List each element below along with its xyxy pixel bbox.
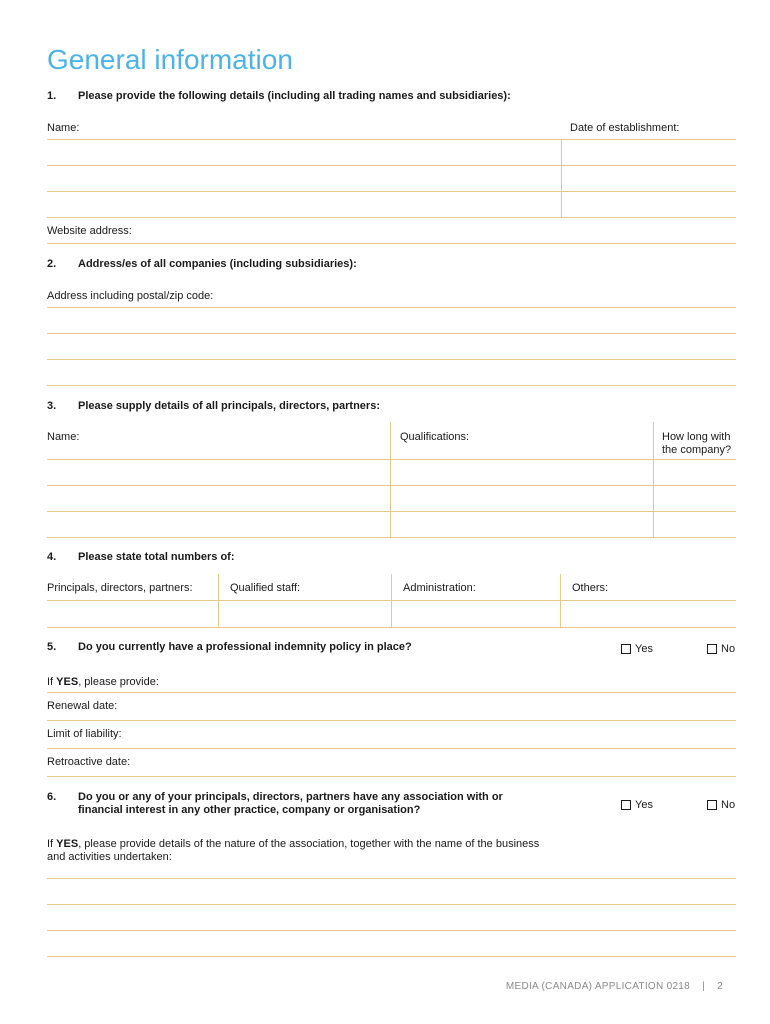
checkbox-label: Yes — [635, 643, 653, 655]
how-long-field[interactable] — [654, 460, 736, 536]
footer-document-name: MEDIA (CANADA) APPLICATION 0218 — [505, 981, 691, 992]
question-text: Please state total numbers of: — [78, 551, 235, 563]
q5-no-checkbox[interactable] — [707, 643, 735, 655]
divider — [47, 243, 736, 244]
divider — [47, 956, 736, 957]
divider — [47, 627, 736, 628]
question-text: Please provide the following details (including all trading names and subsidiaries): — [78, 90, 511, 102]
divider — [47, 537, 736, 538]
renewal-date-field[interactable] — [125, 696, 736, 719]
divider — [47, 720, 736, 721]
address-label: Address including postal/zip code: — [47, 290, 214, 302]
qualified-staff-field[interactable] — [219, 601, 390, 626]
others-field[interactable] — [561, 601, 736, 626]
qualifications-label: Qualifications: — [400, 431, 470, 443]
question-6 — [0, 791, 600, 821]
divider — [47, 692, 736, 693]
address-field[interactable] — [47, 308, 736, 384]
question-number: 5. — [47, 641, 57, 653]
question-number: 6. — [47, 791, 57, 803]
question-number: 1. — [47, 90, 57, 102]
question-text: Address/es of all companies (including subsidiaries): — [78, 258, 357, 270]
name-label: Name: — [47, 122, 80, 134]
question-number: 4. — [47, 551, 57, 563]
principals-count-field[interactable] — [47, 601, 217, 626]
website-field[interactable] — [140, 221, 736, 242]
instruction-line — [47, 838, 667, 851]
footer-page-number: 2 — [717, 981, 723, 992]
renewal-date-label: Renewal date: — [47, 700, 118, 712]
administration-field[interactable] — [392, 601, 559, 626]
instruction-text: , please provide details of the nature of the association, together with the name of the business — [78, 838, 540, 850]
divider — [47, 776, 736, 777]
footer-separator: | — [702, 981, 706, 992]
checkbox-label: No — [721, 799, 736, 811]
question-text: Do you currently have a professional indemnity policy in place? — [78, 641, 412, 653]
page-title: General information — [47, 44, 293, 75]
q6-no-checkbox[interactable] — [707, 799, 735, 811]
q6-yes-checkbox[interactable] — [621, 799, 653, 811]
company-name-field[interactable] — [47, 140, 560, 216]
question-number: 3. — [47, 400, 57, 412]
administration-label: Administration: — [403, 582, 476, 594]
principals-count-label: Principals, directors, partners: — [47, 582, 193, 594]
divider — [47, 385, 736, 386]
instruction-emphasis: YES — [56, 676, 79, 688]
website-label: Website address: — [47, 225, 132, 237]
date-of-establishment-label: Date of establishment: — [570, 122, 680, 134]
checkbox-icon — [707, 644, 717, 654]
question-number: 2. — [47, 258, 57, 270]
principal-name-field[interactable] — [47, 460, 389, 536]
instruction-emphasis: YES — [56, 838, 79, 850]
limit-of-liability-label: Limit of liability: — [47, 728, 122, 740]
others-label: Others: — [572, 582, 609, 594]
checkbox-label: No — [721, 643, 736, 655]
qualifications-field[interactable] — [391, 460, 652, 536]
divider — [47, 217, 736, 218]
qualified-staff-label: Qualified staff: — [230, 582, 301, 594]
checkbox-icon — [707, 800, 717, 810]
question-text: Please supply details of all principals, directors, partners: — [78, 400, 380, 412]
association-details-field[interactable] — [47, 879, 736, 955]
retroactive-date-field[interactable] — [140, 752, 736, 775]
retroactive-date-label: Retroactive date: — [47, 756, 131, 768]
checkbox-icon — [621, 644, 631, 654]
checkbox-label: Yes — [635, 799, 653, 811]
q5-yes-checkbox[interactable] — [621, 643, 653, 655]
if-yes-instruction — [47, 676, 159, 688]
how-long-label — [662, 431, 731, 457]
limit-of-liability-field[interactable] — [130, 724, 736, 747]
question-text — [78, 791, 578, 817]
if-yes-details-instruction — [47, 838, 667, 864]
divider — [47, 748, 736, 749]
how-long-label-line: How long with — [662, 431, 731, 443]
instruction-text: , please provide: — [78, 676, 159, 688]
instruction-text: If — [47, 676, 57, 688]
checkbox-icon — [621, 800, 631, 810]
date-of-establishment-field[interactable] — [562, 140, 736, 216]
page-footer — [506, 981, 723, 992]
principal-name-label: Name: — [47, 431, 80, 443]
question-text-line: financial interest in any other practice, company or organisation? — [78, 804, 421, 816]
how-long-label-line: the company? — [662, 444, 732, 456]
instruction-line: and activities undertaken: — [47, 851, 172, 863]
question-text-line: Do you or any of your principals, directors, partners have any association with or — [78, 791, 503, 803]
instruction-text: If — [47, 838, 57, 850]
